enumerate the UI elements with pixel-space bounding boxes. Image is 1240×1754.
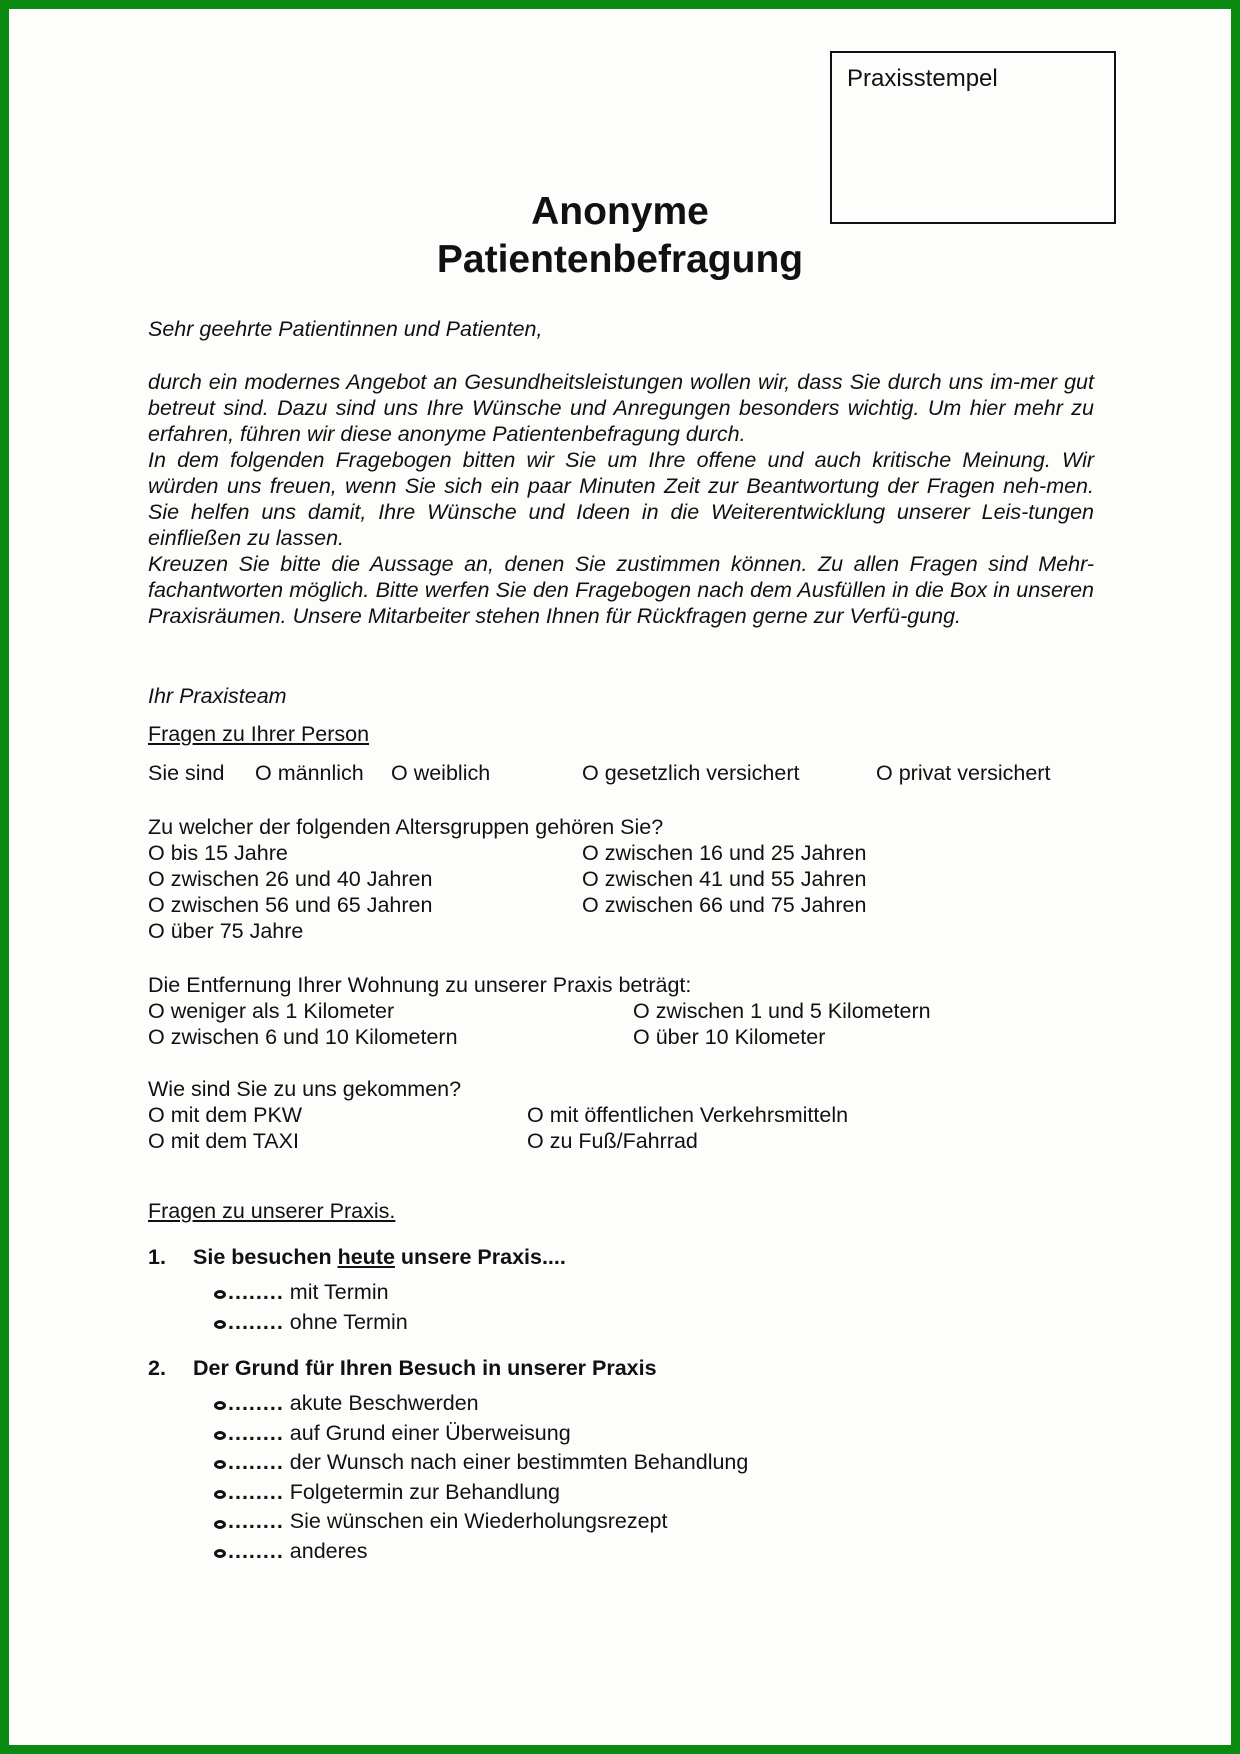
transport-option[interactable]: O zu Fuß/Fahrrad [527, 1129, 698, 1153]
question-1-options [214, 1278, 408, 1337]
stamp-label: Praxisstempel [847, 65, 998, 92]
option-label: ohne Termin [289, 1309, 408, 1334]
leader-dots: ........ [228, 1391, 284, 1415]
question-2-number: 2. [148, 1356, 166, 1380]
question-1-pre: Sie besuchen [193, 1245, 332, 1269]
intro-text [148, 369, 1094, 629]
distance-question: Die Entfernung Ihrer Wohnung zu unserer Praxis beträgt: [148, 973, 692, 997]
distance-option[interactable]: O über 10 Kilometer [633, 1025, 826, 1049]
circle-bullet-icon [214, 1401, 226, 1410]
leader-dots: ........ [228, 1479, 284, 1504]
question-2-text: Der Grund für Ihren Besuch in unserer Praxis [193, 1356, 657, 1380]
age-question: Zu welcher der folgenden Altersgruppen gehören Sie? [148, 815, 664, 839]
option-statutory-insurance[interactable]: O gesetzlich versichert [582, 761, 800, 785]
title-line-2: Patientenbefragung [436, 238, 804, 281]
question-2-options [214, 1389, 748, 1567]
intro-paragraph-1: durch ein modernes Angebot an Gesundheitsleistungen wollen wir, dass Sie durch uns im-mer gut betreut sind. Dazu sind uns Ihre Wünsche und Anregungen besonders wichtig. Um hier mehr zu erfahren, führen wir diese anonyme Patientenbefragung durch. [148, 370, 1094, 446]
gender-label: Sie sind [148, 761, 225, 785]
question-1-emphasis: heute [337, 1245, 395, 1269]
age-option[interactable]: O zwischen 41 und 55 Jahren [582, 867, 867, 891]
leader-dots: ........ [228, 1450, 284, 1475]
circle-bullet-icon [214, 1431, 226, 1440]
transport-question: Wie sind Sie zu uns gekommen? [148, 1077, 462, 1101]
leader-dots: ........ [228, 1509, 284, 1534]
option-private-insurance[interactable]: O privat versichert [876, 761, 1051, 785]
question-1-post: unsere Praxis.... [400, 1245, 566, 1269]
age-option[interactable]: O zwischen 56 und 65 Jahren [148, 893, 433, 917]
page-title [370, 188, 870, 284]
question-1-number: 1. [148, 1245, 166, 1269]
age-option[interactable]: O bis 15 Jahre [148, 841, 288, 865]
practice-section-heading: Fragen zu unserer Praxis. [148, 1199, 396, 1223]
circle-bullet-icon [214, 1549, 226, 1558]
checkbox-option[interactable] [214, 1419, 748, 1449]
intro-paragraph-3: Kreuzen Sie bitte die Aussage an, denen Sie zustimmen können. Zu allen Fragen sind Mehr-fachantworten möglich. Bitte werfen Sie den Fragebogen nach dem Ausfüllen in die Box in unseren Praxisräumen. Unsere Mitarbeiter stehen Ihnen für Rückfragen gerne zur Verfü-gung. [148, 552, 1094, 628]
option-male[interactable]: O männlich [255, 761, 364, 785]
salutation: Sehr geehrte Patientinnen und Patienten, [148, 317, 543, 341]
circle-bullet-icon [214, 1320, 226, 1329]
question-1-text [193, 1245, 566, 1270]
circle-bullet-icon [214, 1490, 226, 1499]
leader-dots: ........ [228, 1538, 284, 1563]
circle-bullet-icon [214, 1460, 226, 1469]
stamp-box [830, 51, 1116, 224]
person-section-heading: Fragen zu Ihrer Person [148, 722, 370, 746]
circle-bullet-icon [214, 1290, 226, 1299]
title-line-1: Anonyme [531, 190, 709, 233]
option-label: Sie wünschen ein Wiederholungsrezept [289, 1509, 668, 1534]
option-female[interactable]: O weiblich [391, 761, 491, 785]
checkbox-option[interactable] [214, 1537, 748, 1567]
checkbox-option[interactable] [214, 1308, 408, 1338]
intro-paragraph-2: In dem folgenden Fragebogen bitten wir Sie um Ihre offene und auch kritische Meinung. Wir würden uns freuen, wenn Sie sich ein paar Minuten Zeit zur Beantwortung der Fragen neh-men. Sie helfen uns damit, Ihre Wünsche und Ideen in die Weiterentwicklung unserer Leis-tungen einfließen zu lassen. [148, 448, 1094, 550]
checkbox-option[interactable] [214, 1448, 748, 1478]
leader-dots: ........ [228, 1420, 284, 1445]
signature: Ihr Praxisteam [148, 684, 287, 708]
checkbox-option[interactable] [214, 1478, 748, 1508]
leader-dots: ........ [228, 1280, 284, 1304]
option-label: Folgetermin zur Behandlung [289, 1479, 560, 1504]
age-option[interactable]: O zwischen 26 und 40 Jahren [148, 867, 433, 891]
distance-option[interactable]: O weniger als 1 Kilometer [148, 999, 395, 1023]
transport-option[interactable]: O mit dem PKW [148, 1103, 303, 1127]
transport-option[interactable]: O mit öffentlichen Verkehrsmitteln [527, 1103, 849, 1127]
option-label: mit Termin [289, 1280, 389, 1304]
leader-dots: ........ [228, 1309, 284, 1334]
option-label: auf Grund einer Überweisung [289, 1420, 571, 1445]
checkbox-option[interactable] [214, 1389, 748, 1419]
checkbox-option[interactable] [214, 1278, 408, 1308]
age-option[interactable]: O zwischen 16 und 25 Jahren [582, 841, 867, 865]
age-option[interactable]: O über 75 Jahre [148, 919, 304, 943]
checkbox-option[interactable] [214, 1507, 748, 1537]
option-label: anderes [289, 1538, 368, 1563]
circle-bullet-icon [214, 1520, 226, 1529]
option-label: akute Beschwerden [289, 1391, 479, 1415]
age-option[interactable]: O zwischen 66 und 75 Jahren [582, 893, 867, 917]
distance-option[interactable]: O zwischen 1 und 5 Kilometern [633, 999, 931, 1023]
transport-option[interactable]: O mit dem TAXI [148, 1129, 299, 1153]
distance-option[interactable]: O zwischen 6 und 10 Kilometern [148, 1025, 458, 1049]
option-label: der Wunsch nach einer bestimmten Behandlung [289, 1450, 749, 1475]
